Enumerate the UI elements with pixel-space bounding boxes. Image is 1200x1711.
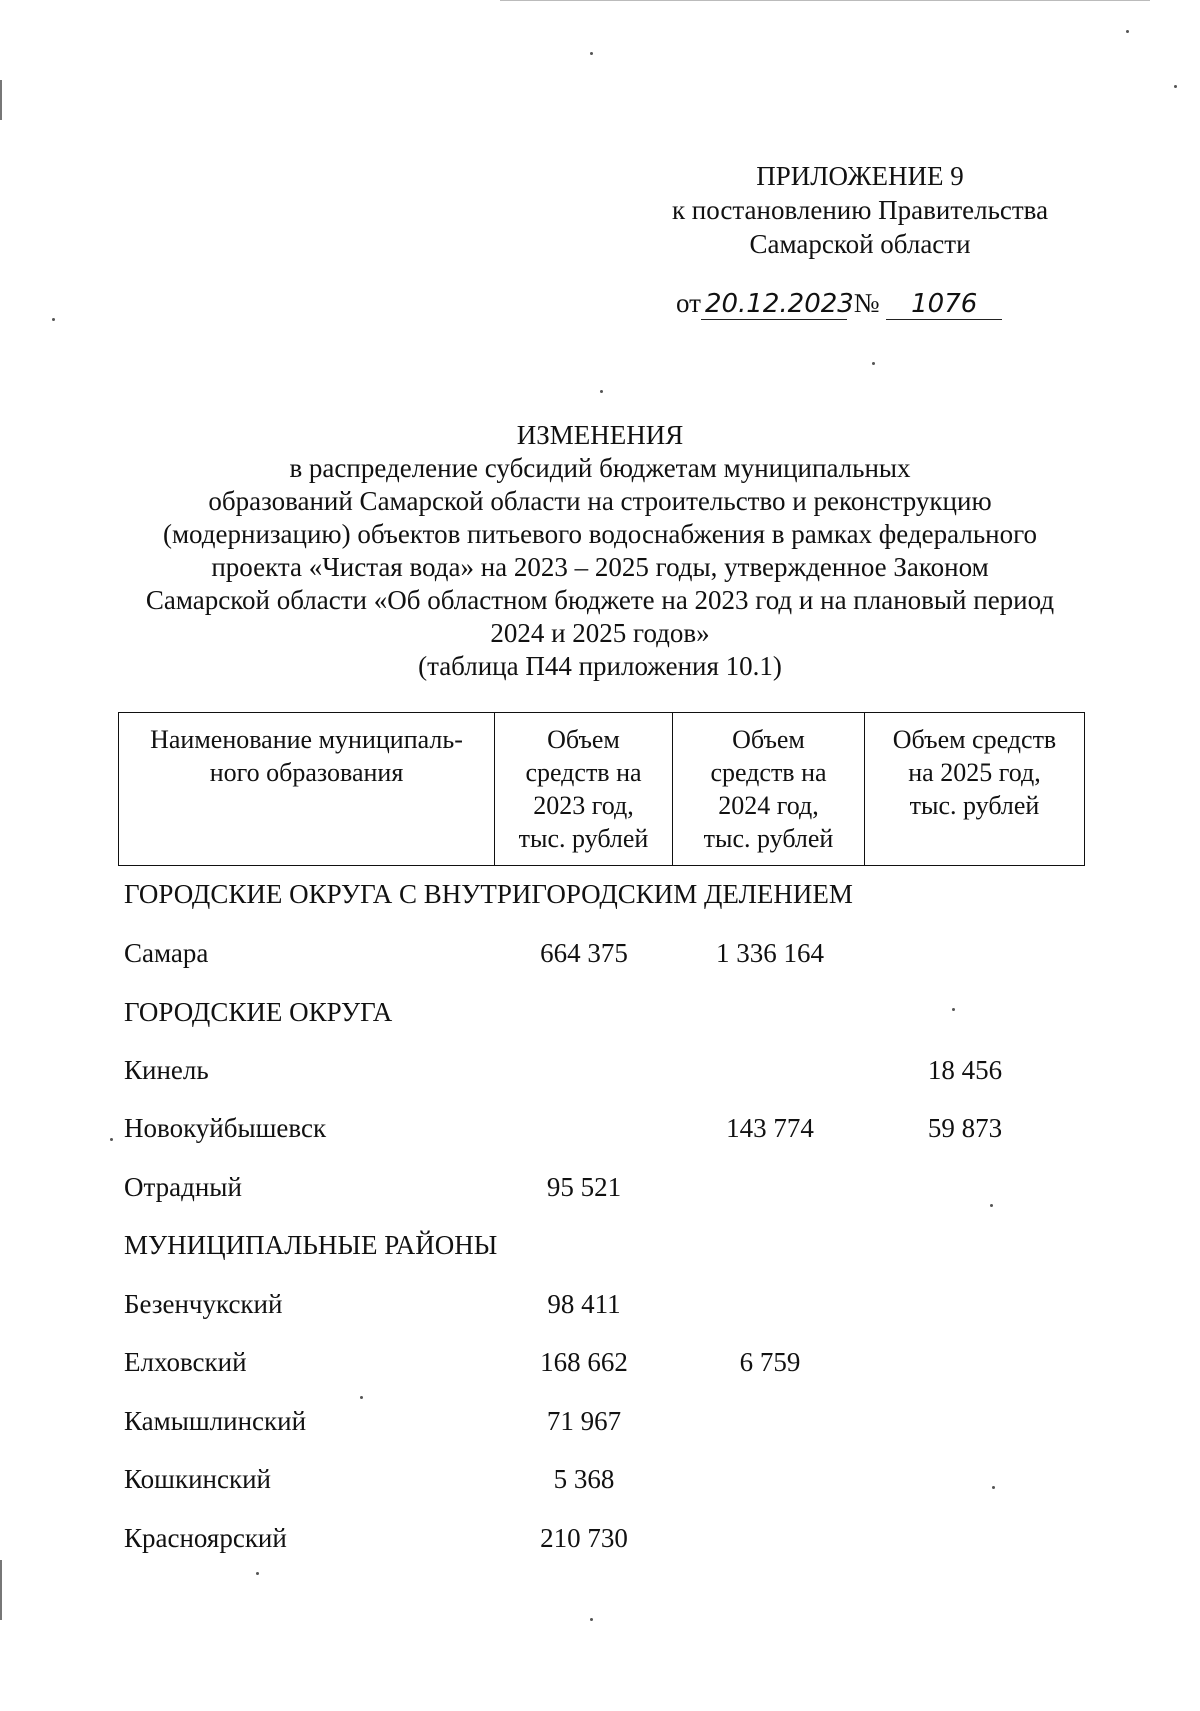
heading-line: в распределение субсидий бюджетам муниципальных <box>289 453 911 483</box>
from-label: от <box>676 288 701 318</box>
scan-speck <box>52 318 55 321</box>
scan-speck <box>990 1204 993 1207</box>
value-2023: 168 662 <box>540 1347 628 1377</box>
value-2023: 95 521 <box>546 1172 622 1202</box>
section-title: ГОРОДСКИЕ ОКРУГА С ВНУТРИГОРОДСКИМ ДЕЛЕНИЕМ <box>124 879 853 909</box>
section-title: ГОРОДСКИЕ ОКРУГА <box>124 997 393 1027</box>
value-2024: 1 336 164 <box>716 938 824 968</box>
changes-title: ИЗМЕНЕНИЯ <box>516 420 684 450</box>
scan-speck <box>590 1618 593 1621</box>
heading-line: (модернизацию) объектов питьевого водоснабжения в рамках федерального <box>162 519 1038 549</box>
municipality-name: Отрадный <box>124 1172 242 1202</box>
value-2025: 59 873 <box>927 1113 1003 1143</box>
table-row <box>0 1459 1200 1499</box>
municipality-name: Камышлинский <box>124 1406 307 1436</box>
scan-speck <box>872 362 875 365</box>
value-2023: 71 967 <box>546 1406 622 1436</box>
handwritten-number: 1076 <box>886 289 1002 320</box>
appendix-line-2: к постановлению Правительства <box>671 195 1049 225</box>
scan-speck <box>590 52 593 55</box>
header-2023: Объем средств на 2023 год, тыс. рублей <box>495 713 673 866</box>
table-row <box>0 933 1200 973</box>
value-2023: 98 411 <box>547 1289 621 1319</box>
municipality-name: Безенчукский <box>124 1289 283 1319</box>
scan-top-edge <box>500 0 1150 1</box>
scan-speck <box>952 1008 955 1011</box>
value-2024: 143 774 <box>726 1113 814 1143</box>
value-2023: 664 375 <box>540 938 628 968</box>
scan-speck <box>360 1396 363 1399</box>
table-row <box>0 1284 1200 1324</box>
value-2025: 18 456 <box>927 1055 1003 1085</box>
municipality-name: Елховский <box>124 1347 247 1377</box>
table-row <box>0 1050 1200 1090</box>
table-row <box>0 1167 1200 1207</box>
number-label: № <box>853 288 880 318</box>
table-row <box>0 1342 1200 1382</box>
value-2024: 6 759 <box>739 1347 801 1377</box>
heading-line: Самарской области «Об областном бюджете на 2023 год и на плановый период <box>145 585 1055 615</box>
decree-reference <box>676 288 1002 320</box>
column-header-table <box>118 712 1085 866</box>
header-2024: Объем средств на 2024 год, тыс. рублей <box>673 713 865 866</box>
municipality-name: Красноярский <box>124 1523 287 1553</box>
municipality-name: Кинель <box>124 1055 209 1085</box>
header-2025: Объем средств на 2025 год, тыс. рублей <box>865 713 1085 866</box>
heading-line: 2024 и 2025 годов» <box>490 618 710 648</box>
scan-speck <box>256 1572 259 1575</box>
municipality-name: Новокуйбышевск <box>124 1113 327 1143</box>
scan-speck <box>1174 85 1177 88</box>
value-2023: 5 368 <box>553 1464 615 1494</box>
scan-speck <box>110 1138 113 1141</box>
heading-line: проекта «Чистая вода» на 2023 – 2025 годы, утвержденное Законом <box>211 552 989 582</box>
section-title: МУНИЦИПАЛЬНЫЕ РАЙОНЫ <box>124 1230 498 1260</box>
scan-speck <box>600 390 603 393</box>
scan-speck <box>992 1486 995 1489</box>
value-2023: 210 730 <box>540 1523 628 1553</box>
table-row <box>0 1401 1200 1441</box>
appendix-title: ПРИЛОЖЕНИЕ 9 <box>756 161 964 191</box>
scan-speck <box>1126 30 1129 33</box>
handwritten-date: 20.12.2023 <box>701 289 847 320</box>
table-reference: (таблица П44 приложения 10.1) <box>418 651 782 681</box>
heading-line: образований Самарской области на строительство и реконструкцию <box>208 486 992 516</box>
scan-left-edge-mark <box>0 80 2 120</box>
table-row <box>0 1518 1200 1558</box>
appendix-line-3: Самарской области <box>749 229 971 259</box>
municipality-name: Кошкинский <box>124 1464 271 1494</box>
scan-left-edge-mark <box>0 1560 2 1620</box>
table-row <box>0 1108 1200 1148</box>
header-municipality: Наименование муниципаль- ного образования <box>119 713 495 866</box>
municipality-name: Самара <box>124 938 209 968</box>
